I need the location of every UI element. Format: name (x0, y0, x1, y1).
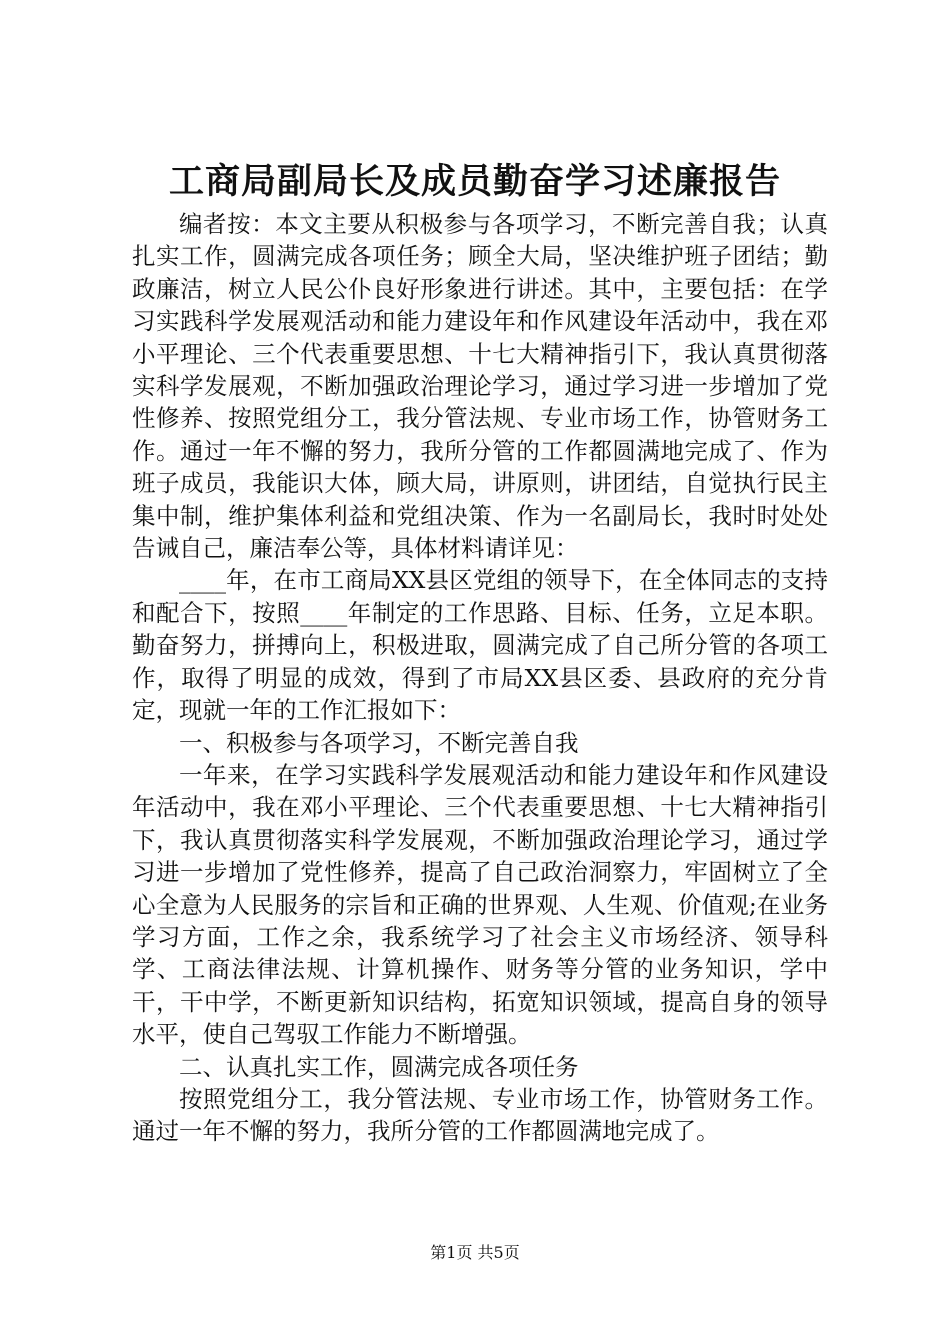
section-heading-2: 二、认真扎实工作，圆满完成各项任务 (179, 1052, 579, 1081)
document-title: 工商局副局长及成员勤奋学习述廉报告 (168, 161, 781, 202)
section-2-paragraph: 按照党组分工，我分管法规、专业市场工作，协管财务工作。通过一年不懈的努力，我所分管的工作都圆满地完成了。 (132, 1084, 828, 1146)
section-heading-1: 一、积极参与各项学习，不断完善自我 (179, 728, 579, 757)
document-body (132, 208, 828, 1148)
intro-paragraph: ____年，在市工商局XX县区党组的领导下，在全体同志的支持和配合下，按照____年制定的工作思路、目标、任务，立足本职。勤奋努力，拼搏向上，积极进取，圆满完成了自己所分管的各项工作，取得了明显的成效，得到了市局XX县区委、县政府的充分肯定，现就一年的工作汇报如下： (132, 566, 828, 725)
editor-note-paragraph: 编者按：本文主要从积极参与各项学习，不断完善自我；认真扎实工作，圆满完成各项任务；顾全大局，坚决维护班子团结；勤政廉洁，树立人民公仆良好形象进行讲述。其中，主要包括：在学习实践科学发展观活动和能力建设年和作风建设年活动中，我在邓小平理论、三个代表重要思想、十七大精神指引下，我认真贯彻落实科学发展观，不断加强政治理论学习，通过学习进一步增加了党性修养、按照党组分工，我分管法规、专业市场工作，协管财务工作。通过一年不懈的努力，我所分管的工作都圆满地完成了、作为班子成员，我能识大体，顾大局，讲原则，讲团结，自觉执行民主集中制，维护集体利益和党组决策、作为一名副局长，我时时处处告诫自己，廉洁奉公等，具体材料请详见： (132, 210, 828, 563)
page-footer: 第1页 共5页 (430, 1243, 520, 1262)
section-1-paragraph: 一年来，在学习实践科学发展观活动和能力建设年和作风建设年活动中，我在邓小平理论、三个代表重要思想、十七大精神指引下，我认真贯彻落实科学发展观，不断加强政治理论学习，通过学习进一步增加了党性修养，提高了自己政治洞察力，牢固树立了全心全意为人民服务的宗旨和正确的世界观、人生观、价值观;在业务学习方面，工作之余，我系统学习了社会主义市场经济、领导科学、工商法律法规、计算机操作、财务等分管的业务知识，学中干，干中学，不断更新知识结构，拓宽知识领域，提高自身的领导水平，使自己驾驭工作能力不断增强。 (132, 760, 828, 1049)
